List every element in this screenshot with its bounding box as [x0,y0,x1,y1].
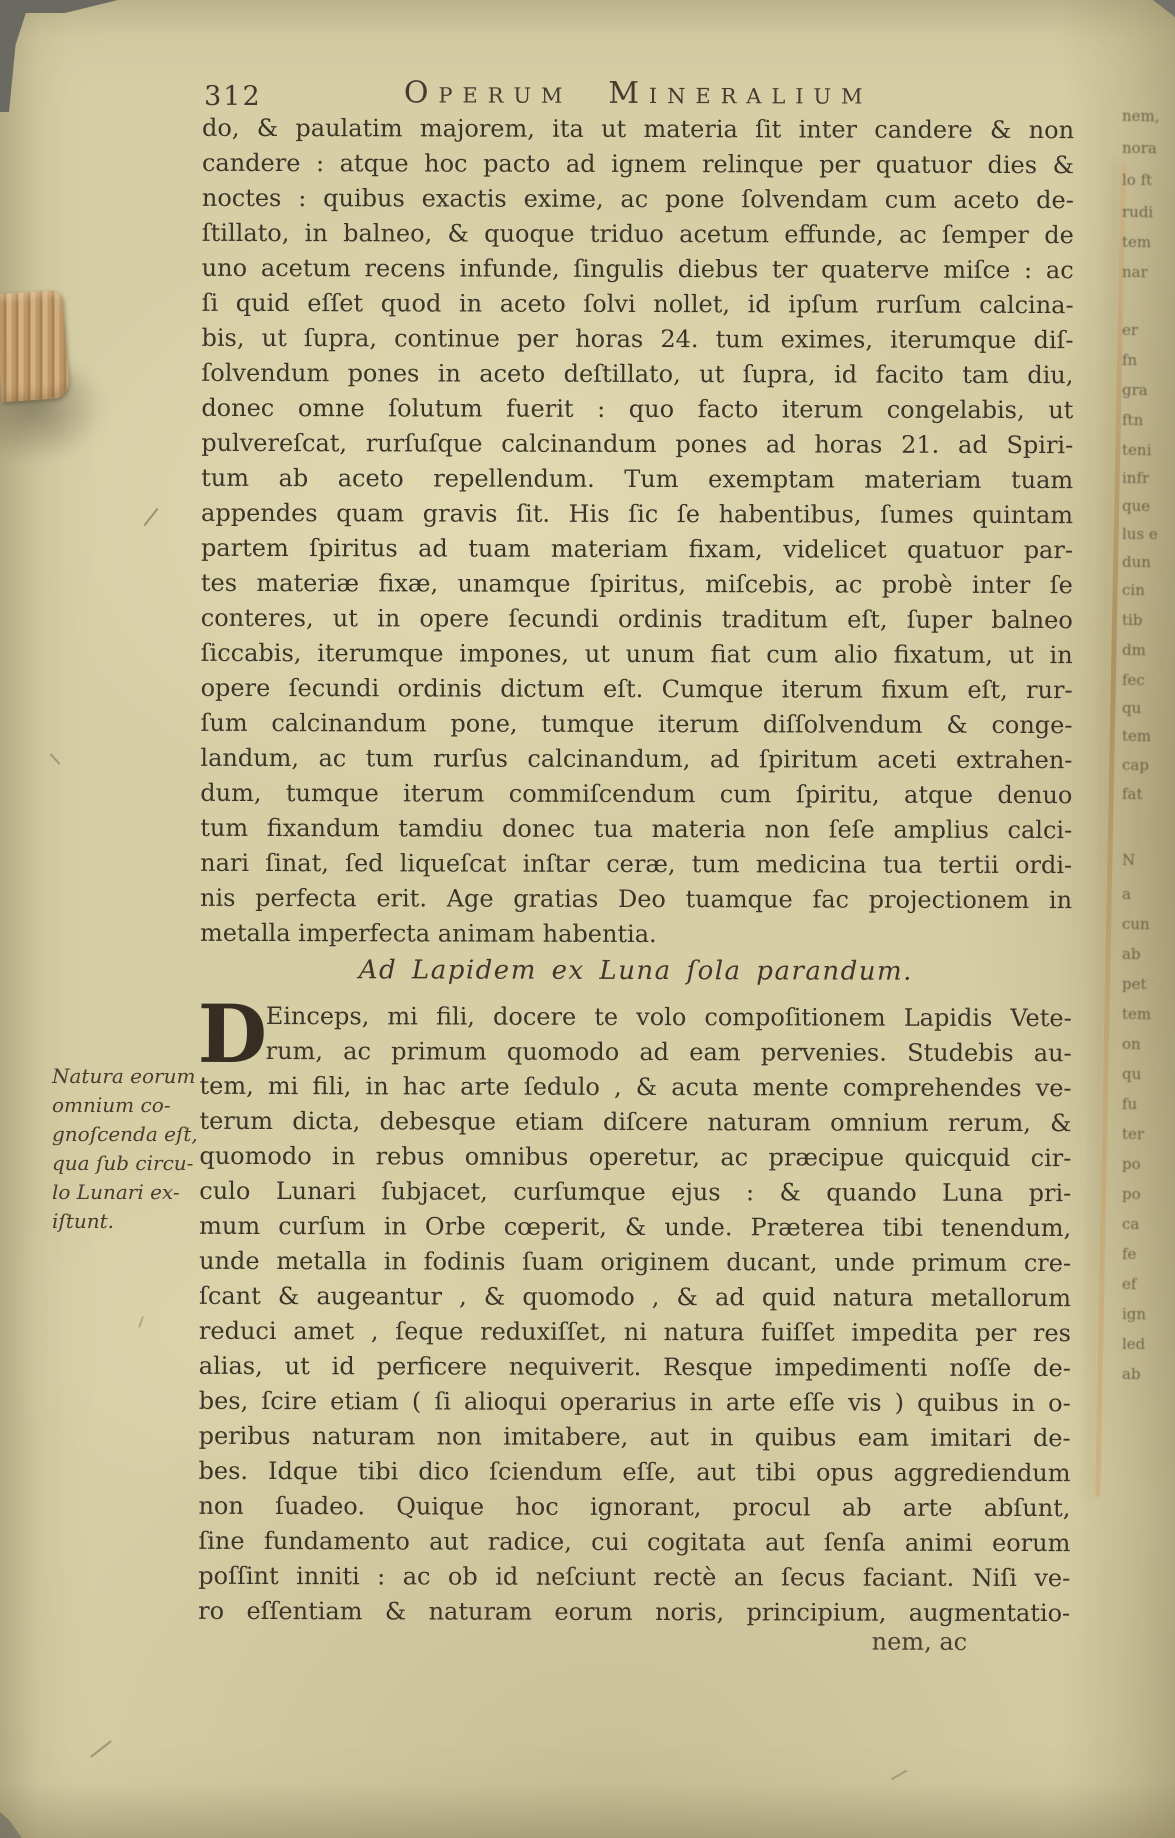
text-line: donec omne ſolutum fuerit : quo facto iterum congelabis, ut [201,393,1074,425]
edge-text-fragment: fn [1121,350,1138,370]
text-line: ſine fundamento aut radice, cui cogitata aut ſenſa animi eorum [198,1526,1071,1558]
text-line: appendes quam gravis ſit. His ſic ſe habentibus, ſumes quintam [201,498,1074,530]
margin-note-line: iſtunt. [52,1209,114,1233]
edge-text-fragment: nora [1121,138,1157,158]
text-line: reduci amet , ſeque reduxiſſet, ni natura fuiſſet impedita per res [198,1316,1071,1348]
margin-note [52,1062,202,1236]
edge-text-fragment: ab [1121,1364,1141,1384]
margin-note-line: omnium co- [52,1093,171,1117]
edge-text-fragment: qu [1121,1064,1142,1084]
edge-text-fragment: tem [1121,1004,1152,1024]
section-heading: Ad Lapidem ex Luna ſola parandum. [358,955,913,987]
text-line: alias, ut id perficere nequiverit. Resque impedimenti noſſe de- [198,1351,1071,1383]
text-line: nari ſinat, ſed liqueſcat inſtar ceræ, tum medicina tua tertii ordi- [200,848,1073,880]
margin-note-line: qua ſub circu- [52,1151,194,1175]
text-line: mum curſum in Orbe cœperit, & unde. Præterea tibi tenendum, [199,1211,1072,1243]
edge-text-fragment: po [1121,1184,1141,1204]
text-line: ſum calcinandum pone, tumque iterum diſſolvendum & conge- [200,708,1073,740]
text-line: non ſuadeo. Quique hoc ignorant, procul ab arte abſunt, [198,1491,1071,1523]
edge-text-fragment: cun [1121,914,1150,934]
edge-text-fragment: teni [1121,440,1152,460]
running-title: Operum Mineralium [403,75,873,112]
edge-text-fragment: nar [1121,262,1148,282]
text-line: terum dicta, debesque etiam diſcere naturam omnium rerum, & [199,1106,1072,1138]
text-line: tes materiæ fixæ, unamque ſpiritus, miſcebis, ac probè inter ſe [200,568,1073,600]
text-line: conteres, ut in opere ſecundi ordinis traditum eſt, ſuper balneo [200,603,1073,635]
edge-text-fragment: ab [1121,944,1141,964]
edge-text-fragment: led [1121,1334,1146,1354]
margin-note-line: lo Lunari ex- [52,1180,180,1204]
edge-text-fragment: cin [1121,580,1145,600]
scan-corner-top-left [0,0,30,112]
text-column [198,0,1075,1838]
edge-text-fragment: on [1121,1034,1141,1054]
drop-cap: D [197,986,268,1082]
edge-text-fragment: qu [1121,698,1142,718]
edge-text-fragment: tem [1121,726,1152,746]
edge-text-fragment: gra [1121,380,1148,400]
adjacent-page-fragments [1122,0,1175,1838]
edge-text-fragment: ef [1121,1274,1137,1294]
edge-text-fragment: fat [1121,784,1143,804]
paragraph-2-lines [197,986,1072,1631]
margin-note-line: Natura eorum [52,1064,196,1088]
text-line: ſolvendum pones in aceto deſtillato, ut ſupra, id facito tam diu, [201,358,1074,390]
text-line: dum, tumque iterum commiſcendum cum ſpiritu, atque denuo [200,778,1073,810]
catchword: nem, ac [871,1627,968,1656]
edge-text-fragment: po [1121,1154,1141,1174]
paragraph-1 [200,111,1074,953]
edge-text-fragment: tib [1121,610,1143,630]
text-line: unde metalla in fodinis ſuam originem ducant, unde primum cre- [199,1246,1072,1278]
text-line: candere : atque hoc pacto ad ignem relinque per quatuor dies & [201,148,1075,180]
text-line: ro eſſentiam & naturam eorum noris, principium, augmentatio- [198,1596,1071,1628]
edge-text-fragment: cap [1121,755,1150,775]
edge-text-fragment: a [1121,884,1132,904]
text-line: tem, mi fili, in hac arte ſedulo , & acuta mente comprehendes ve- [199,1071,1072,1103]
text-line: ſcant & augeantur , & quomodo , & ad quid natura metallorum [198,1281,1072,1313]
edge-text-fragment: fec [1121,670,1145,690]
edge-text-fragment: que [1121,496,1151,516]
edge-text-fragment: lus e [1121,524,1158,544]
text-line: nis perfecta erit. Age gratias Deo tuamque fac projectionem in [200,883,1073,915]
text-line: landum, ac tum rurſus calcinandum, ad ſpiritum aceti extrahen- [200,743,1073,775]
text-line: noctes : quibus exactis exime, ac pone ſolvendam cum aceto de- [201,183,1074,215]
edge-text-fragment: er [1121,320,1139,340]
margin-note-line: gnoſcenda eſt, [52,1122,198,1146]
edge-text-fragment: ca [1121,1214,1140,1234]
text-line: ſtillato, in balneo, & quoque triduo acetum effunde, ac ſemper de [201,218,1074,250]
edge-text-fragment: ftn [1121,410,1144,430]
text-line: metalla imperfecta animam habentia. [199,918,657,949]
pen-mark [90,1740,112,1758]
edge-text-fragment: infr [1121,468,1150,488]
edge-text-fragment: fu [1121,1094,1138,1114]
text-line: Einceps, mi fili, docere te volo compoſitionem Lapidis Vete- [265,1002,1072,1033]
text-line: rum, ac primum quomodo ad eam pervenies. Studebis au- [265,1037,1072,1068]
text-line: bes, ſcire etiam ( ſi alioqui operarius in arte eſſe vis ) quibus in o- [198,1386,1071,1418]
text-line: bes. Idque tibi dico ſciendum eſſe, aut tibi opus aggrediendum [198,1456,1071,1488]
edge-text-fragment: lo ft [1121,170,1153,190]
edge-text-fragment: N [1121,850,1136,870]
text-line: bis, ut ſupra, continue per horas 24. tum eximes, iterumque diſ- [201,323,1074,355]
edge-text-fragment: ter [1121,1124,1145,1144]
scan-corner-bottom-left [0,1812,22,1838]
paragraph-2 [197,986,1072,1631]
edge-text-fragment: ign [1121,1304,1147,1324]
edge-text-fragment: tem [1121,232,1152,252]
edge-text-fragment: fe [1121,1244,1137,1264]
text-line: partem ſpiritus ad tuam materiam fixam, videlicet quatuor par- [200,533,1074,565]
text-line: do, & paulatim majorem, ita ut materia ſit inter candere & non [202,113,1075,145]
page-number: 312 [204,80,262,113]
text-line: quomodo in rebus omnibus operetur, ac præcipue quicquid cir- [199,1141,1072,1173]
text-line: tum fixandum tamdiu donec tua materia non ſeſe amplius calci- [200,813,1073,845]
text-line: opere ſecundi ordinis dictum eſt. Cumque iterum fixum eſt, rur- [200,673,1073,705]
text-line: peribus naturam non imitabere, aut in quibus eam imitari de- [198,1421,1071,1453]
text-line: poſſint inniti : ac ob id neſciunt rectè an ſecus faciant. Niſi ve- [198,1561,1071,1593]
text-line: culo Lunari ſubjacet, curſumque ejus : & quando Luna pri- [199,1176,1072,1208]
pen-mark [143,508,158,527]
text-line: uno acetum recens infunde, ſingulis diebus ter quaterve miſce : ac [201,253,1074,285]
pen-mark [138,1316,144,1328]
bookmark-tab [0,290,70,402]
text-line: pulvereſcat, rurſuſque calcinandum pones ad horas 21. ad Spiri- [201,428,1074,460]
text-line: ſiccabis, iterumque impones, ut unum fiat cum alio fixatum, ut in [200,638,1073,670]
text-line: ſi quid eſſet quod in aceto ſolvi nollet, id ipſum rurſum calcina- [201,288,1074,320]
edge-text-fragment: pet [1121,974,1147,994]
pen-mark [50,753,61,765]
scan-edge-top [0,0,118,13]
edge-text-fragment: dm [1121,640,1146,660]
text-line: tum ab aceto repellendum. Tum exemptam materiam tuam [201,463,1074,495]
edge-text-fragment: rudi [1121,202,1154,222]
edge-text-fragment: nem, [1121,106,1160,126]
edge-text-fragment: dun [1121,552,1152,572]
